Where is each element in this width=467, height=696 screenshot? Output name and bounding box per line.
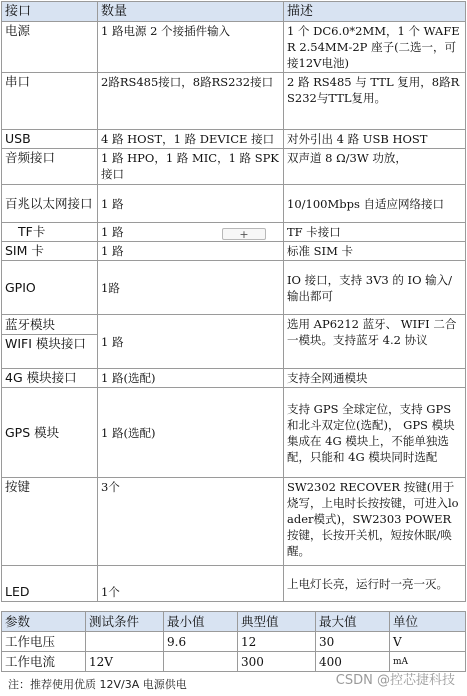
interface-spec-table (1, 1, 466, 602)
cell-unit: mA (390, 652, 466, 672)
electrical-parameters-table (1, 611, 466, 672)
header-max: 最大值 (316, 612, 390, 632)
cell-qty: 1 路(选配) (98, 388, 284, 478)
spec-header-row (2, 2, 466, 22)
cell-qty: 3个 (98, 478, 284, 566)
row-led (2, 566, 466, 602)
cell-qty: 1 路 (98, 242, 284, 261)
cell-qty: 1 路 (98, 185, 284, 223)
cell-name: TF卡 (2, 223, 98, 242)
cell-desc: 10/100Mbps 自适应网络接口 (284, 185, 466, 223)
cell-desc: TF 卡接口 (284, 223, 466, 242)
params-header-row (2, 612, 466, 632)
cell-desc: 双声道 8 Ω/3W 功放， (284, 149, 466, 185)
row-serial (2, 73, 466, 130)
cell-name: 工作电流 (2, 652, 86, 672)
cell-desc: 支持全网通模块 (284, 369, 466, 388)
header-test-condition: 测试条件 (86, 612, 164, 632)
header-typical: 典型值 (238, 612, 316, 632)
header-min: 最小值 (164, 612, 238, 632)
cell-condition: 12V (86, 652, 164, 672)
cell-qty: 1 路 HPO，1 路 MIC，1 路 SPK 接口 (98, 149, 284, 185)
cell-name: 电源 (2, 22, 98, 73)
cell-name: USB (2, 130, 98, 149)
cell-condition (86, 632, 164, 652)
row-sim-card (2, 242, 466, 261)
row-operating-voltage (2, 632, 466, 652)
insert-row-button[interactable]: + (222, 228, 266, 240)
row-usb (2, 130, 466, 149)
row-4g (2, 369, 466, 388)
cell-desc: 选用 AP6212 蓝牙、 WIFI 二合一模块。支持蓝牙 4.2 协议 (284, 315, 466, 369)
row-gps (2, 388, 466, 478)
cell-max: 400 (316, 652, 390, 672)
watermark: CSDN @控芯捷科技 (335, 673, 455, 688)
row-audio (2, 149, 466, 185)
cell-desc: 支持 GPS 全球定位，支持 GPS 和北斗双定位(选配)， GPS 模块集成在 4G 模块上，不能单独选配，只能和 4G 模块同时选配 (284, 388, 466, 478)
cell-qty: 4 路 HOST，1 路 DEVICE 接口 (98, 130, 284, 149)
header-unit: 单位 (390, 612, 466, 632)
row-buttons (2, 478, 466, 566)
header-parameter: 参数 (2, 612, 86, 632)
cell-qty: 2路RS485接口，8路RS232接口 (98, 73, 284, 130)
cell-desc: SW2302 RECOVER 按键(用于烧写，上电时长按按键，可进入loader模式)，SW2303 POWER按键，长按开关机，短按休眠/唤醒。 (284, 478, 466, 566)
cell-qty: 1个 (98, 566, 284, 602)
cell-name: LED (2, 566, 98, 602)
row-bluetooth (2, 315, 466, 335)
cell-typical: 12 (238, 632, 316, 652)
cell-desc: 对外引出 4 路 USB HOST (284, 130, 466, 149)
cell-desc: IO 接口，支持 3V3 的 IO 输入/输出都可 (284, 261, 466, 315)
cell-name: SIM 卡 (2, 242, 98, 261)
header-interface: 接口 (2, 2, 98, 22)
cell-name: GPS 模块 (2, 388, 98, 478)
header-description: 描述 (284, 2, 466, 22)
row-gpio (2, 261, 466, 315)
cell-qty: 1 路 (98, 223, 284, 242)
cell-desc: 2 路 RS485 与 TTL 复用，8路RS232与TTL复用。 (284, 73, 466, 130)
cell-name: 百兆以太网接口 (2, 185, 98, 223)
cell-desc: 标准 SIM 卡 (284, 242, 466, 261)
cell-qty: 1路 (98, 261, 284, 315)
cell-name: 按键 (2, 478, 98, 566)
cell-max: 30 (316, 632, 390, 652)
cell-unit: V (390, 632, 466, 652)
row-ethernet (2, 185, 466, 223)
cell-desc: 上电灯长亮，运行时一亮一灭。 (284, 566, 466, 602)
cell-qty: 1 路 (98, 315, 284, 369)
cell-typical: 300 (238, 652, 316, 672)
cell-desc: 1 个 DC6.0*2MM，1 个 WAFER 2.54MM-2P 座子(二选一，可接12V电池) (284, 22, 466, 73)
cell-name: 音频接口 (2, 149, 98, 185)
cell-qty: 1 路电源 2 个接插件输入 (98, 22, 284, 73)
row-power (2, 22, 466, 73)
cell-name: 串口 (2, 73, 98, 130)
cell-min: 9.6 (164, 632, 238, 652)
header-quantity: 数量 (98, 2, 284, 22)
cell-name: 工作电压 (2, 632, 86, 652)
cell-name: GPIO (2, 261, 98, 315)
cell-name: 蓝牙模块 (2, 315, 98, 335)
cell-name: 4G 模块接口 (2, 369, 98, 388)
power-supply-note: 注：推荐使用优质 12V/3A 电源供电 (8, 678, 187, 691)
cell-qty: 1 路(选配) (98, 369, 284, 388)
cell-min (164, 652, 238, 672)
cell-name: WIFI 模块接口 (2, 335, 98, 369)
